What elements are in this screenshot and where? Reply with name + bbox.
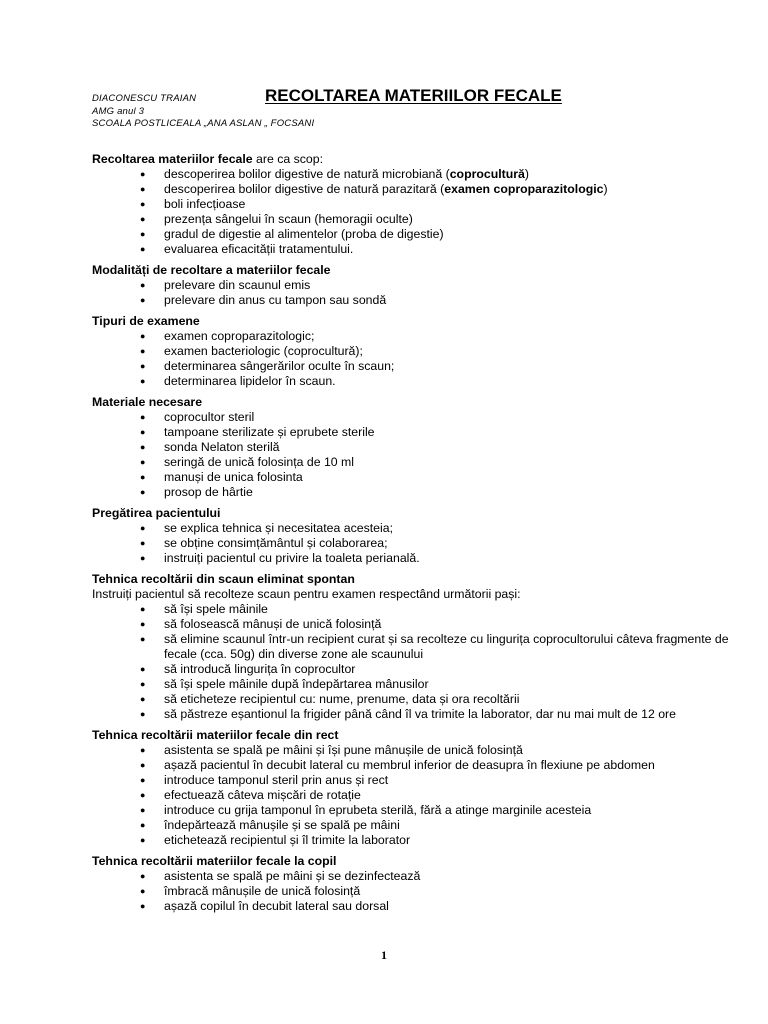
list-item (92, 242, 732, 257)
list-item (92, 167, 732, 182)
list-item-text: îmbracă mânușile de unică folosință (164, 884, 361, 898)
list-item-text: manuși de unica folosinta (164, 470, 303, 484)
list-item-text: asistenta se spală pe mâini și își pune mânușile de unică folosință (164, 743, 523, 757)
list-item-text: prezența sângelui în scaun (hemoragii oculte) (164, 212, 413, 226)
scope-list (92, 167, 732, 257)
bullet-icon: ● (140, 745, 146, 755)
section-heading: Tehnica recoltării din scaun eliminat spontan (92, 572, 355, 586)
list-item (92, 329, 732, 344)
bullet-icon: ● (140, 760, 146, 770)
bullet-icon: ● (140, 457, 146, 467)
scope-heading-rest: are ca scop: (252, 152, 324, 166)
list-item (92, 197, 732, 212)
list-item-text: examen bacteriologic (coprocultură); (164, 344, 363, 358)
bullet-icon: ● (140, 790, 146, 800)
list-item-text: coprocultor steril (164, 410, 255, 424)
list-item-text: asistenta se spală pe mâini și se dezinfectează (164, 869, 421, 883)
list-item (92, 551, 732, 566)
bullet-icon: ● (140, 487, 146, 497)
bullet-icon: ● (140, 229, 146, 239)
bullet-icon: ● (140, 619, 146, 629)
list-item-text: boli infecțioase (164, 197, 246, 211)
course-year: AMG anul 3 (92, 105, 145, 117)
list-item (92, 743, 732, 758)
bullet-icon: ● (140, 901, 146, 911)
list-item (92, 602, 732, 617)
bullet-list (92, 329, 732, 389)
list-item (92, 485, 732, 500)
bullet-list (92, 521, 732, 566)
list-item (92, 278, 732, 293)
list-item-text: așază pacientul în decubit lateral cu membrul inferior de deasupra în flexiune pe abdomen (164, 758, 655, 772)
list-item (92, 899, 732, 914)
list-item (92, 869, 732, 884)
list-item (92, 212, 732, 227)
list-item-text: să folosească mânuși de unică folosință (164, 617, 382, 631)
list-item (92, 374, 732, 389)
section-heading: Tehnica recoltării materiilor fecale la copil (92, 854, 337, 868)
list-item (92, 677, 732, 692)
list-item (92, 455, 732, 470)
page-number: 1 (381, 948, 387, 962)
section-heading: Pregătirea pacientului (92, 506, 221, 520)
sections-container (92, 263, 732, 914)
section-heading: Materiale necesare (92, 395, 203, 409)
list-item-text: așază copilul în decubit lateral sau dorsal (164, 899, 389, 913)
list-item (92, 788, 732, 803)
list-item (92, 521, 732, 536)
list-item (92, 425, 732, 440)
bullet-icon: ● (140, 553, 146, 563)
bullet-icon: ● (140, 427, 146, 437)
bullet-icon: ● (140, 361, 146, 371)
bullet-icon: ● (140, 295, 146, 305)
list-item-text: să introducă lingurița în coprocultor (164, 662, 356, 676)
section-intro: Instruiți pacientul să recolteze scaun pentru examen respectând următorii pași: (92, 587, 521, 601)
list-item (92, 833, 732, 848)
document-body (92, 152, 732, 920)
list-item (92, 803, 732, 818)
list-item (92, 773, 732, 788)
bullet-list (92, 602, 732, 722)
section (92, 728, 732, 848)
list-item-text: prelevare din scaunul emis (164, 278, 311, 292)
list-item-text: efectuează câteva mișcări de rotație (164, 788, 361, 802)
list-item (92, 758, 732, 773)
section-heading: Modalități de recoltare a materiilor fecale (92, 263, 331, 277)
list-item (92, 632, 732, 662)
section-heading: Tipuri de examene (92, 314, 200, 328)
bullet-icon: ● (140, 523, 146, 533)
list-item-text: tampoane sterilizate și eprubete sterile (164, 425, 375, 439)
scope-heading-bold: Recoltarea materiilor fecale (92, 152, 253, 166)
bullet-icon: ● (140, 346, 146, 356)
list-item-text: să își spele mâinile (164, 602, 268, 616)
bullet-icon: ● (140, 412, 146, 422)
scope-section (92, 152, 732, 257)
bullet-icon: ● (140, 184, 146, 194)
list-item-text-end: ) (603, 182, 608, 196)
list-item-text: gradul de digestie al alimentelor (proba de digestie) (164, 227, 444, 241)
list-item-text: să păstreze eșantionul la frigider până când îl va trimite la laborator, dar nu mai mult de 12 ore (164, 707, 676, 721)
bullet-list (92, 743, 732, 848)
list-item (92, 692, 732, 707)
section (92, 314, 732, 389)
section (92, 572, 732, 722)
bullet-icon: ● (140, 694, 146, 704)
bullet-icon: ● (140, 442, 146, 452)
list-item (92, 182, 732, 197)
bullet-icon: ● (140, 634, 146, 644)
list-item (92, 359, 732, 374)
list-item-emphasis: examen coproparazitologic (444, 182, 604, 196)
list-item-text: evaluarea eficacității tratamentului. (164, 242, 354, 256)
list-item-text: să își spele mâinile după îndepărtarea mânusilor (164, 677, 429, 691)
bullet-icon: ● (140, 280, 146, 290)
list-item (92, 227, 732, 242)
scope-heading (92, 152, 732, 167)
list-item-text: seringă de unică folosința de 10 ml (164, 455, 355, 469)
list-item-text: se explica tehnica și necesitatea acesteia; (164, 521, 393, 535)
list-item-text: descoperirea bolilor digestive de natură microbiană ( (164, 167, 450, 181)
list-item-text: să elimine scaunul într-un recipient curat și sa recolteze cu lingurița coprocultorului câteva fragmente de fecale (cca. 50g) din diverse zone ale scaunului (164, 632, 729, 661)
bullet-icon: ● (140, 679, 146, 689)
section (92, 263, 732, 308)
section-heading: Tehnica recoltării materiilor fecale din rect (92, 728, 339, 742)
list-item-text: etichetează recipientul și îl trimite la laborator (164, 833, 411, 847)
document-title: RECOLTAREA MATERIILOR FECALE (265, 86, 562, 105)
list-item-text: prosop de hârtie (164, 485, 253, 499)
section (92, 395, 732, 500)
bullet-icon: ● (140, 214, 146, 224)
list-item (92, 617, 732, 632)
bullet-icon: ● (140, 169, 146, 179)
list-item-text: introduce tamponul steril prin anus și rect (164, 773, 389, 787)
bullet-list (92, 869, 732, 914)
section (92, 506, 732, 566)
list-item (92, 884, 732, 899)
list-item-text: se obține consimțământul și colaborarea; (164, 536, 388, 550)
list-item-text: să eticheteze recipientul cu: nume, prenume, data și ora recoltării (164, 692, 520, 706)
list-item (92, 818, 732, 833)
bullet-icon: ● (140, 709, 146, 719)
list-item-text: determinarea lipidelor în scaun. (164, 374, 336, 388)
list-item-text: examen coproparazitologic; (164, 329, 315, 343)
bullet-list (92, 278, 732, 308)
school-name: SCOALA POSTLICEALA „ANA ASLAN „ FOCSANI (92, 118, 315, 129)
bullet-icon: ● (140, 199, 146, 209)
list-item-text: sonda Nelaton sterilă (164, 440, 280, 454)
list-item-text: introduce cu grija tamponul în eprubeta sterilă, fără a atinge marginile acesteia (164, 803, 592, 817)
section (92, 854, 732, 914)
bullet-icon: ● (140, 886, 146, 896)
bullet-icon: ● (140, 376, 146, 386)
bullet-icon: ● (140, 664, 146, 674)
list-item (92, 440, 732, 455)
list-item (92, 293, 732, 308)
bullet-icon: ● (140, 871, 146, 881)
bullet-icon: ● (140, 244, 146, 254)
list-item (92, 536, 732, 551)
bullet-icon: ● (140, 820, 146, 830)
author-name: DIACONESCU TRAIAN (92, 93, 197, 104)
list-item-text: instruiți pacientul cu privire la toaleta perianală. (164, 551, 420, 565)
list-item-text: descoperirea bolilor digestive de natură parazitară ( (164, 182, 445, 196)
list-item (92, 707, 732, 722)
list-item-text: îndepărtează mânușile și se spală pe mâini (164, 818, 400, 832)
bullet-icon: ● (140, 805, 146, 815)
list-item-emphasis: coprocultură (449, 167, 525, 181)
bullet-list (92, 410, 732, 500)
bullet-icon: ● (140, 538, 146, 548)
list-item-text: prelevare din anus cu tampon sau sondă (164, 293, 387, 307)
list-item (92, 470, 732, 485)
bullet-icon: ● (140, 835, 146, 845)
list-item-text-end: ) (524, 167, 529, 181)
bullet-icon: ● (140, 331, 146, 341)
bullet-icon: ● (140, 604, 146, 614)
list-item (92, 410, 732, 425)
list-item (92, 344, 732, 359)
list-item-text: determinarea sângerărilor oculte în scaun; (164, 359, 395, 373)
bullet-icon: ● (140, 775, 146, 785)
bullet-icon: ● (140, 472, 146, 482)
list-item (92, 662, 732, 677)
